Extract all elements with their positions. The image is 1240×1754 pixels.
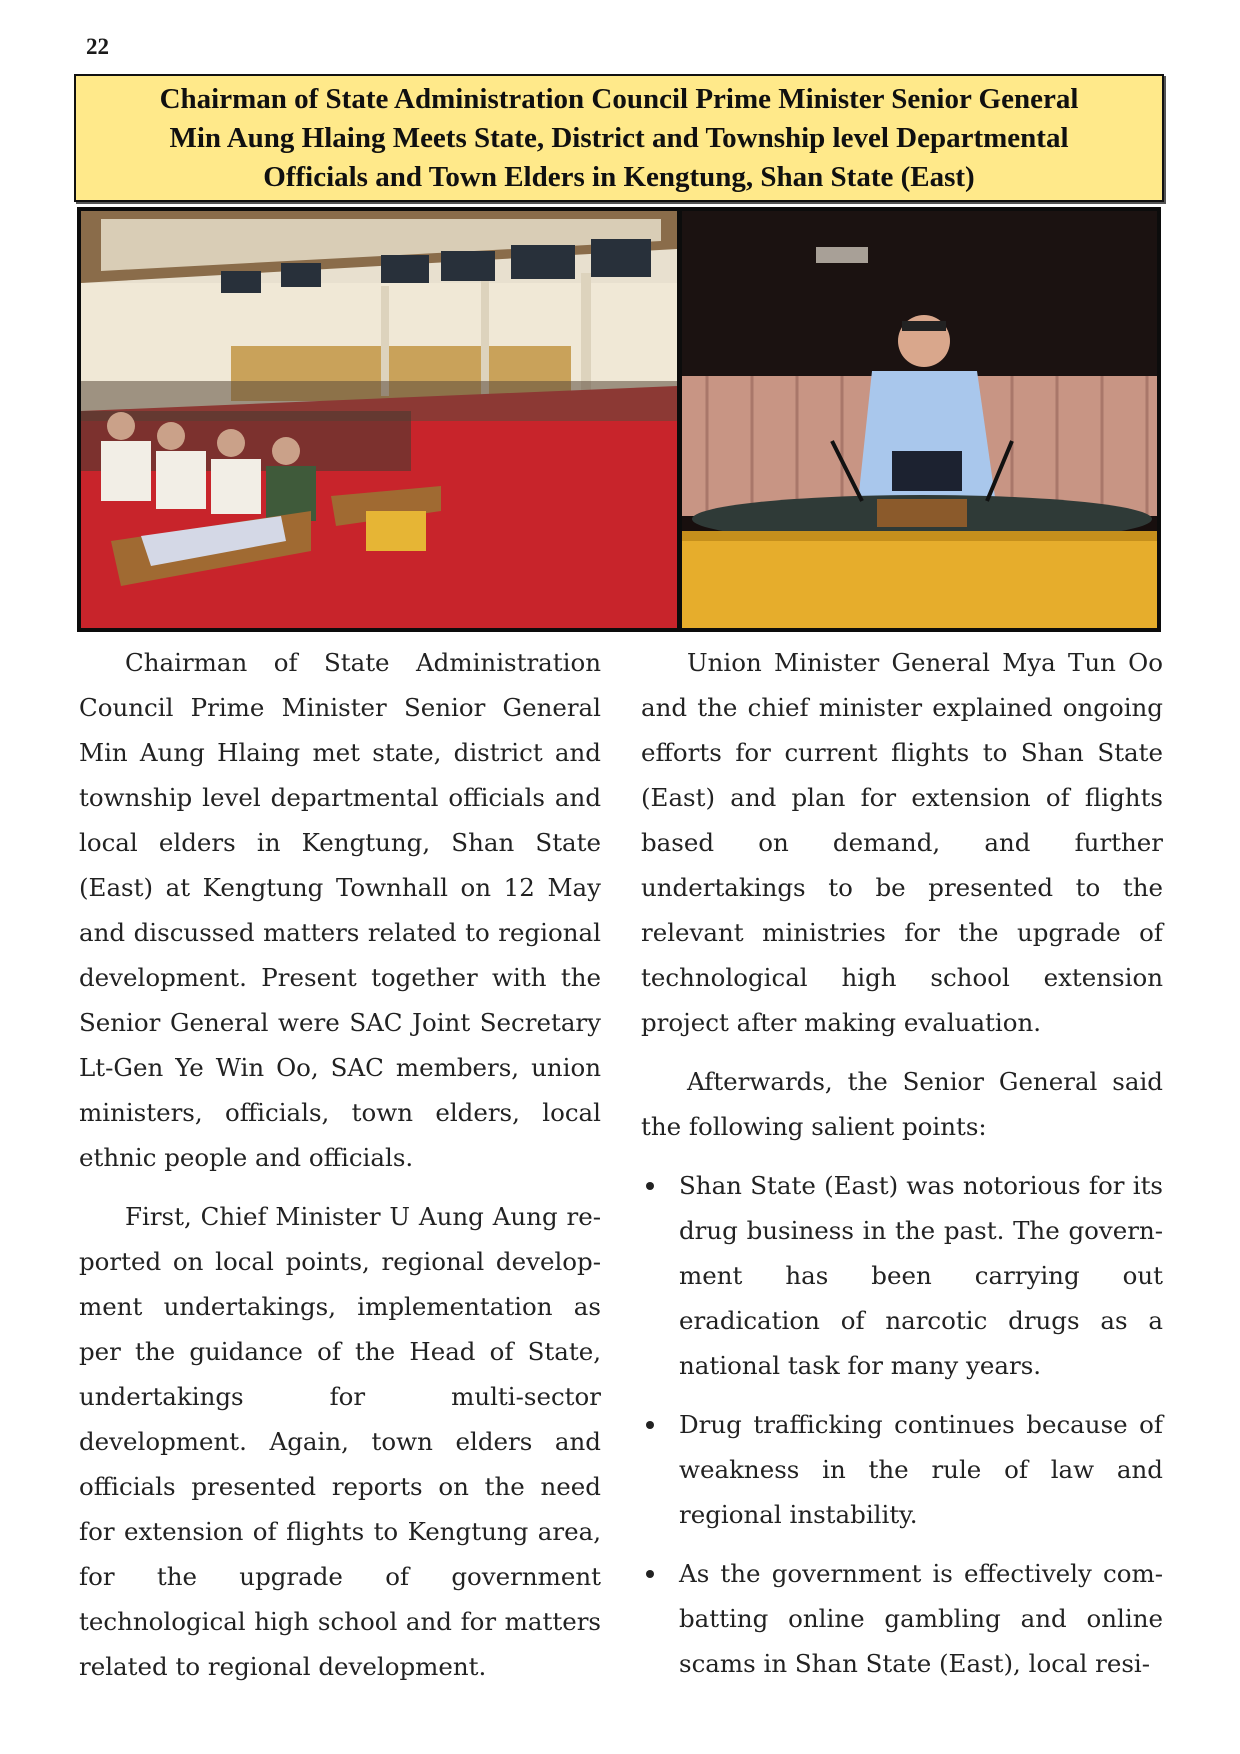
article-right-column bbox=[641, 640, 1163, 1700]
paragraph: First, Chief Minister U Aung Aung reported on local points, regional development undertakings, implementation as per the guidance of the Head of State, undertakings for multi-sector development. Again, town elders and officials presented reports on the need for extension of flights to Kengtung area, for the upgrade of government technological high school and for matters related to regional development. bbox=[79, 1202, 601, 1681]
list-item: Drug trafficking continues because of weakness in the rule of law and regional instability. bbox=[641, 1402, 1163, 1537]
headline-line-2: Min Aung Hlaing Meets State, District and Township level Departmental bbox=[169, 121, 1069, 154]
paragraph: Union Minister General Mya Tun Oo and the chief minister explained ongoing efforts for current flights to Shan State (East) and plan for extension of flights based on demand, and further undertakings to be presented to the relevant ministries for the upgrade of technological high school extension project after making evaluation. bbox=[641, 648, 1163, 1037]
townhall-audience-photo bbox=[81, 211, 677, 628]
headline-line-1: Chairman of State Administration Council Prime Minister Senior General bbox=[159, 82, 1079, 115]
headline-line-3: Officials and Town Elders in Kengtung, Shan State (East) bbox=[263, 160, 975, 193]
list-item: Shan State (East) was notorious for its drug business in the past. The government has been carrying out eradication of narcotic drugs as a national task for many years. bbox=[641, 1163, 1163, 1388]
paragraph: Chairman of State Administration Council Prime Minister Senior General Min Aung Hlaing met state, district and township level departmental officials and local elders in Kengtung, Shan State (East) at Kengtung Townhall on 12 May and discussed matters related to regional development. Present together with the Senior General were SAC Joint Secretary Lt-Gen Ye Win Oo, SAC members, union ministers, officials, town elders, local ethnic people and officials. bbox=[79, 648, 601, 1172]
senior-general-podium-photo bbox=[682, 211, 1157, 628]
page-number: 22 bbox=[86, 34, 109, 59]
paragraph: Afterwards, the Senior General said the following salient points: bbox=[641, 1067, 1163, 1141]
headline bbox=[160, 80, 1079, 197]
photo-strip bbox=[77, 207, 1161, 632]
list-item: As the government is effectively combatting online gambling and online scams in Shan State (East), local resi- bbox=[641, 1551, 1163, 1686]
headline-box bbox=[74, 74, 1164, 202]
salient-points-list bbox=[641, 1163, 1163, 1686]
article-left-column bbox=[79, 640, 601, 1703]
